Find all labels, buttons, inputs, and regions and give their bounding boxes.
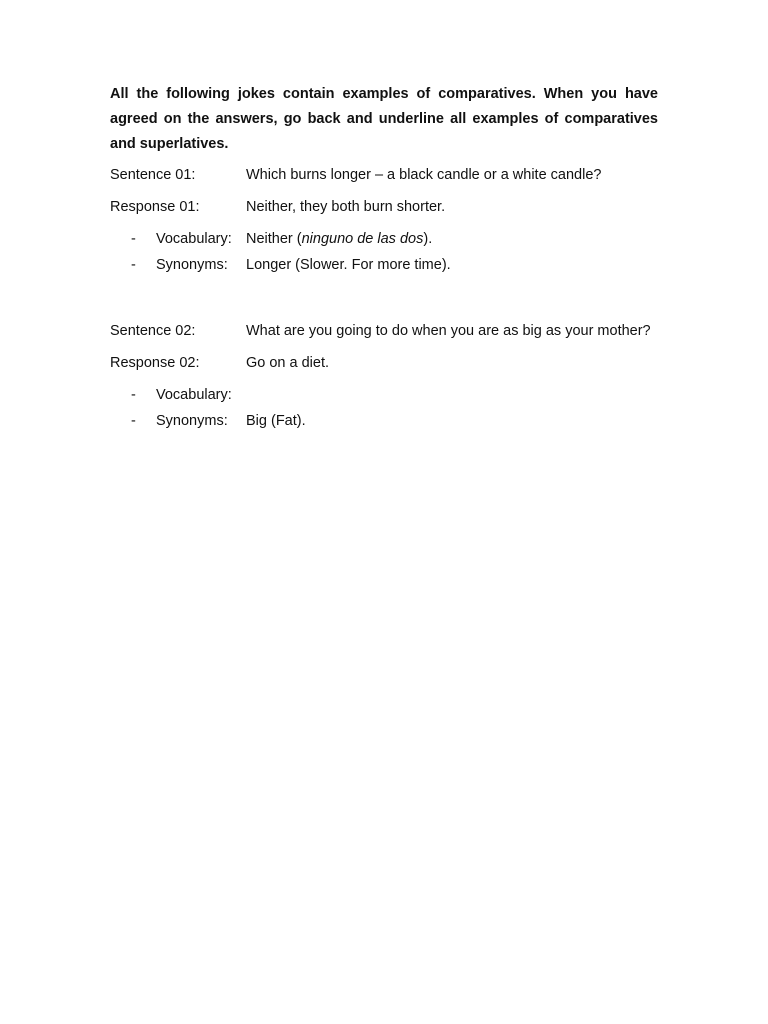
list-dash: - bbox=[131, 257, 136, 273]
synonyms-02-label: Synonyms: bbox=[156, 413, 228, 429]
vocabulary-01-text bbox=[246, 227, 658, 252]
response-01-text: Neither, they both burn shorter. bbox=[246, 199, 446, 215]
vocabulary-02-label: Vocabulary: bbox=[156, 387, 232, 403]
vocabulary-01-item bbox=[110, 227, 658, 252]
response-02-text: Go on a diet. bbox=[246, 355, 330, 371]
sentence-01-label: Sentence 01: bbox=[110, 167, 196, 183]
sentence-01-row bbox=[110, 163, 658, 188]
synonyms-02-text: Big (Fat). bbox=[246, 413, 306, 429]
synonyms-02-item bbox=[110, 409, 658, 434]
vocabulary-01-translation: ninguno de las dos bbox=[301, 231, 424, 247]
synonyms-01-label: Synonyms: bbox=[156, 257, 228, 273]
vocabulary-01-text-after: ). bbox=[423, 231, 433, 247]
synonyms-01-text: Longer (Slower. For more time). bbox=[246, 257, 451, 273]
list-dash: - bbox=[131, 413, 136, 429]
list-dash: - bbox=[131, 231, 136, 247]
item-spacer bbox=[110, 279, 658, 319]
instructions-paragraph: All the following jokes contain examples of comparatives. When you have agreed on the answers, go back and underline all examples of comparatives and superlatives. bbox=[110, 86, 658, 152]
vocabulary-02-item bbox=[110, 383, 658, 408]
synonyms-01-item bbox=[110, 253, 658, 278]
sentence-02-label: Sentence 02: bbox=[110, 323, 196, 339]
response-01-row bbox=[110, 195, 658, 220]
vocabulary-01-text-before: Neither ( bbox=[246, 231, 302, 247]
sentence-01-text: Which burns longer – a black candle or a white candle? bbox=[246, 167, 602, 183]
list-dash: - bbox=[131, 387, 136, 403]
item-01-notes bbox=[110, 227, 658, 278]
item-02-notes bbox=[110, 383, 658, 434]
document-page bbox=[110, 82, 658, 435]
vocabulary-02-text bbox=[246, 383, 658, 408]
sentence-02-row bbox=[110, 319, 658, 344]
sentence-02-text: What are you going to do when you are as big as your mother? bbox=[246, 323, 651, 339]
response-01-label: Response 01: bbox=[110, 199, 200, 215]
response-02-row bbox=[110, 351, 658, 376]
vocabulary-01-label: Vocabulary: bbox=[156, 231, 232, 247]
response-02-label: Response 02: bbox=[110, 355, 200, 371]
